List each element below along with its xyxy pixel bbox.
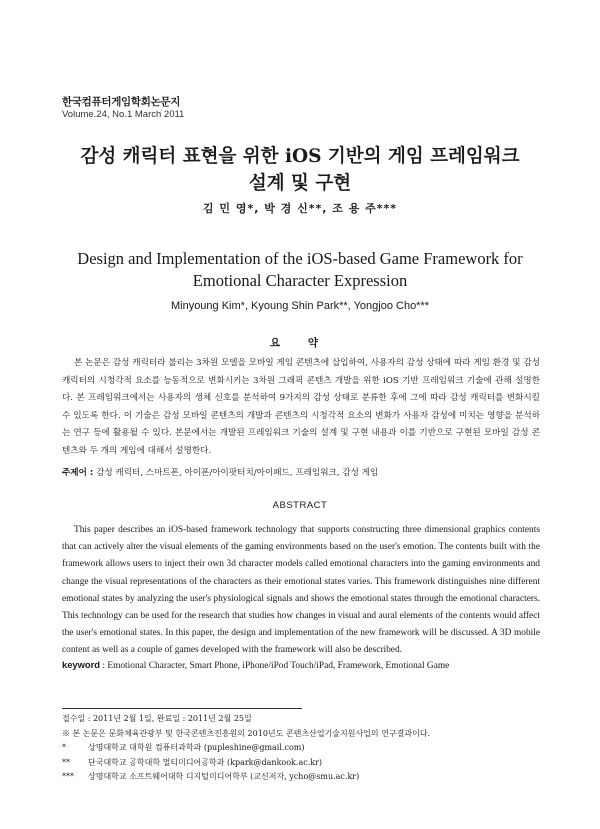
english-title-line-1: Design and Implementation of the iOS-based Game Framework for — [77, 249, 523, 268]
korean-title-line-1: 감성 캐릭터 표현을 위한 iOS 기반의 게임 프레임워크 — [80, 146, 520, 167]
korean-keywords-label: 주제어 : — [62, 468, 94, 478]
funding-note: ※ 본 논문은 문화체육관광부 및 한국콘텐츠진흥원의 2010년도 콘텐츠산업기술지원사업의 연구결과이다. — [62, 728, 431, 738]
received-date: 접수일 : 2011년 2월 1일, 완료일 : 2011년 2월 25일 — [62, 714, 252, 723]
english-keywords — [62, 659, 540, 671]
english-title-line-2: Emotional Character Expression — [192, 271, 408, 290]
korean-title-line-2: 설계 및 구현 — [248, 173, 352, 194]
journal-header — [62, 96, 184, 121]
affiliation-item — [62, 741, 552, 756]
english-keywords-label: keyword — [62, 659, 101, 670]
footnote-divider — [62, 708, 302, 709]
journal-name: 한국컴퓨터게임학회논문지 — [62, 96, 181, 108]
english-authors: Minyoung Kim*, Kyoung Shin Park**, Yongjoo Cho*** — [170, 300, 430, 312]
english-title — [40, 248, 560, 292]
affiliation-mark: * — [62, 743, 66, 752]
footnotes — [62, 712, 552, 785]
affiliation-text: 상명대학교 소프트웨어대학 디지털미디어학부 (교신저자, ycho@smu.ac.kr) — [88, 772, 360, 781]
journal-volume: Volume.24, No.1 March 2011 — [62, 109, 185, 120]
english-abstract-body: This paper describes an iOS-based framework technology that supports constructing three dimensional graphics contents that can actively alter the visual elements of the gaming environments based on the user's emotion. The contents built with the framework allows users to inject their own 3d character models called emotional characters into the gaming environments and change the visual representations of the characters as their emotional states varies. This framework distinguishes nine different emotional states by analyzing the user's physiological signals and shows the emotional states through the emotional characters. This technology can be used for the research that studies how changes in visual and aural elements of the contents would affect the user's emotional states. In this paper, the design and implementation of the new framework will be discussed. A 3D mobile content as well as a couple of games developed with the framework will also be described. — [62, 525, 540, 656]
korean-keywords — [62, 466, 540, 478]
affiliation-text: 상명대학교 대학원 컴퓨터과학과 (pupleshine@gmail.com) — [88, 743, 305, 752]
affiliation-mark: *** — [62, 772, 74, 781]
affiliation-item — [62, 770, 552, 785]
korean-abstract-body: 본 논문은 감성 캐릭터라 불리는 3차원 모델을 모바일 게임 콘텐츠에 삽입하여, 사용자의 감성 상태에 따라 게임 환경 및 감성 캐릭터의 시청각적 요소를 능동적으로 변화시키는 3차원 그래픽 콘텐츠 개발을 위한 iOS 기반 프레임워크 기술에 관해 설명한다. 본 프레임워크에서는 사용자의 생체 신호를 분석하여 9가지의 감성 상태로 분류한 후에 그에 따라 감성 캐릭터를 변화시킬 수 있도록 한다. 이 기술은 감성 모바일 콘텐츠의 개발과 콘텐츠의 시청각적 요소의 변화가 사용자 감성에 미치는 영향을 분석하는 연구 등에 활용될 수 있다. 본문에서는 개발된 프레임워크 기술의 설계 및 구현 내용과 이를 기반으로 구현된 모바일 감성 콘텐츠와 두 개의 게임에 대해서 설명한다. — [62, 358, 540, 456]
affiliation-text: 단국대학교 공학대학 멀티미디어공학과 (kpark@dankook.ac.kr) — [88, 757, 323, 767]
korean-title — [40, 143, 560, 197]
affiliation-item — [62, 756, 552, 771]
english-abstract-heading: ABSTRACT — [272, 500, 328, 511]
english-keywords-list: : Emotional Character, Smart Phone, iPhone/iPod Touch/iPad, Framework, Emotional Game — [102, 661, 450, 671]
korean-authors: 김 민 영*, 박 경 신**, 조 용 주*** — [202, 202, 398, 215]
korean-abstract-heading: 요 약 — [270, 337, 330, 349]
affiliation-mark: ** — [62, 757, 70, 767]
korean-keywords-list: 감성 캐릭터, 스마트폰, 아이폰/아이팟터치/아이패드, 프레임워크, 감성 게임 — [96, 468, 379, 478]
